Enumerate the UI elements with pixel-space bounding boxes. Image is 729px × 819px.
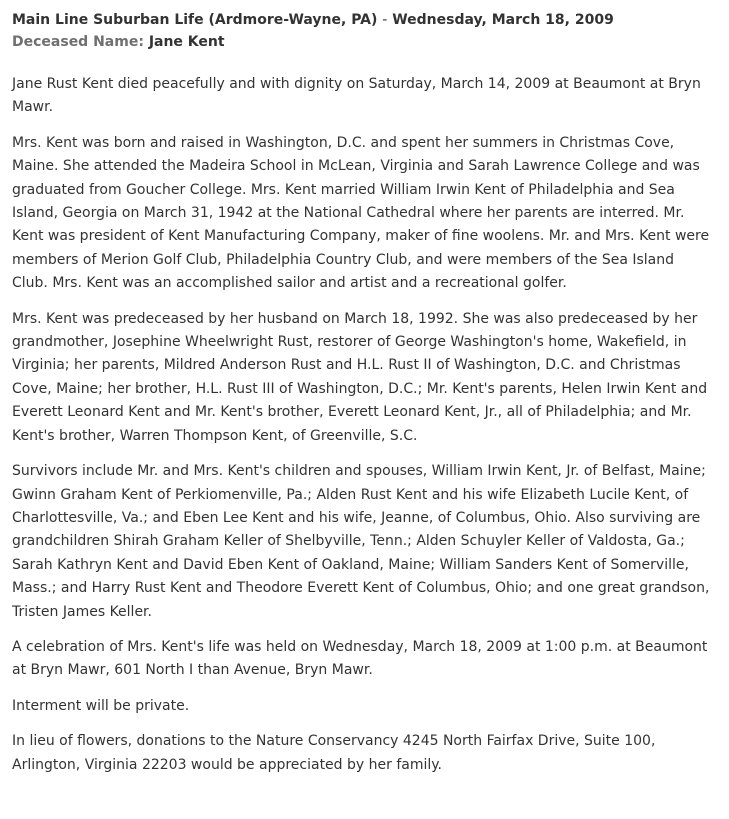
publication-name: Main Line Suburban Life (Ardmore-Wayne, PA): [12, 12, 378, 28]
obituary-paragraph: Interment will be private.: [12, 697, 190, 714]
header-separator: -: [382, 12, 388, 28]
obituary-paragraph: Mrs. Kent was predeceased by her husband on March 18, 1992. She was also predeceased by her grandmother, Josephine Wheelwright Rust, restorer of George Washington's home, Wakefield, in Virginia; her parents, Mildred Anderson Rust and H.L. Rust II of Washington, D.C. and Christmas Cove, Maine; her brother, H.L. Rust III of Washington, D.C.; Mr. Kent's parents, Helen Irwin Kent and Everett Leonard Kent and Mr. Kent's brother, Everett Leonard Kent, Jr., all of Philadelphia; and Mr. Kent's brother, Warren Thompson Kent, of Greenville, S.C.: [12, 310, 708, 444]
obituary-paragraph: Survivors include Mr. and Mrs. Kent's children and spouses, William Irwin Kent, Jr. of Belfast, Maine; Gwinn Graham Kent of Perkiomenville, Pa.; Alden Rust Kent and his wife Elizabeth Lucile Kent, of Charlottesville, Va.; and Eben Lee Kent and his wife, Jeanne, of Columbus, Ohio. Also surviving are grandchildren Shirah Graham Keller of Shelbyville, Tenn.; Alden Schuyler Keller of Valdosta, Ga.; Sarah Kathryn Kent and David Eben Kent of Oakland, Maine; William Sanders Kent of Somerville, Mass.; and Harry Rust Kent and Theodore Everett Kent of Columbus, Ohio; and one great grandson, Tristen James Keller.: [12, 463, 710, 620]
deceased-name-label: Deceased Name:: [12, 34, 144, 50]
publication-date: Wednesday, March 18, 2009: [392, 12, 614, 28]
obituary-paragraph: Mrs. Kent was born and raised in Washington, D.C. and spent her summers in Christmas Cove, Maine. She attended the Madeira School in McLean, Virginia and Sarah Lawrence College and was graduated from Goucher College. Mrs. Kent married William Irwin Kent of Philadelphia and Sea Island, Georgia on March 31, 1942 at the National Cathedral where her parents are interred. Mr. Kent was president of Kent Manufacturing Company, maker of fine woolens. Mr. and Mrs. Kent were members of Merion Golf Club, Philadelphia Country Club, and were members of the Sea Island Club. Mrs. Kent was an accomplished sailor and artist and a recreational golfer.: [12, 134, 710, 292]
obituary-paragraph: A celebration of Mrs. Kent's life was held on Wednesday, March 18, 2009 at 1:00 p.m. at Beaumont at Bryn Mawr, 601 North I than Avenue, Bryn Mawr.: [12, 638, 708, 679]
obituary-paragraph: In lieu of flowers, donations to the Nature Conservancy 4245 North Fairfax Drive, Suite 100, Arlington, Virginia 22203 would be appreciated by her family.: [12, 733, 656, 773]
obituary-paragraph: Jane Rust Kent died peacefully and with dignity on Saturday, March 14, 2009 at Beaumont at Bryn Mawr.: [12, 76, 701, 116]
deceased-name-row: [12, 32, 717, 53]
publication-header: [12, 10, 717, 31]
obituary-body: [12, 73, 717, 777]
deceased-name-value: Jane Kent: [148, 34, 225, 50]
